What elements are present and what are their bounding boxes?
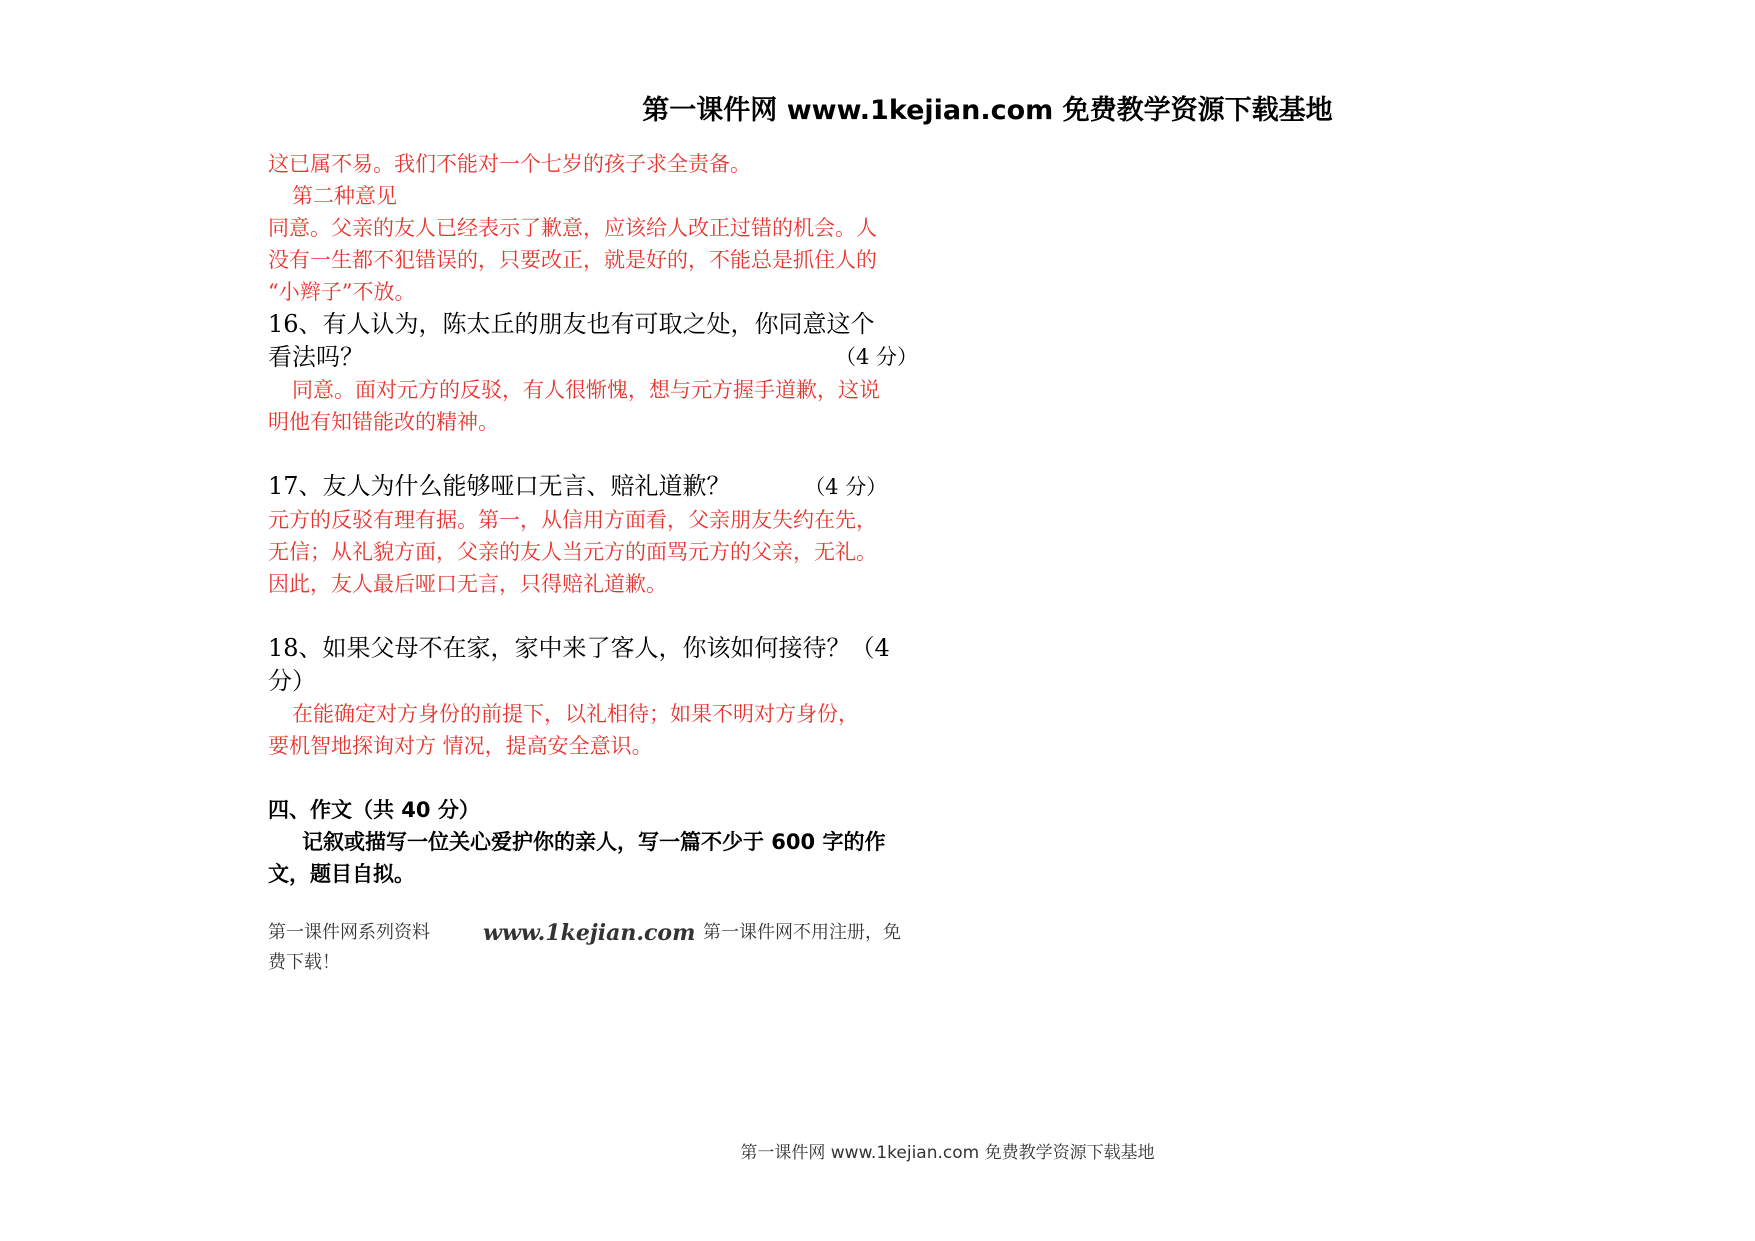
answer-line: 元方的反驳有理有据。第一，从信用方面看，父亲朋友失约在先， xyxy=(268,508,877,532)
answer-line: 没有一生都不犯错误的，只要改正，就是好的，不能总是抓住人的 xyxy=(268,248,877,272)
resource-note-cont: 费下载！ xyxy=(268,952,340,973)
question-text: 看法吗？ xyxy=(268,343,364,371)
opinion-label: 第二种意见 xyxy=(292,184,397,208)
answer-line: 这已属不易。我们不能对一个七岁的孩子求全责备。 xyxy=(268,152,751,176)
question-18: 18、如果父母不在家，家中来了客人，你该如何接待？（4 xyxy=(268,634,890,662)
resource-label: 第一课件网系列资料 xyxy=(268,922,430,943)
answer-line: 在能确定对方身份的前提下，以礼相待；如果不明对方身份， xyxy=(292,702,859,726)
question-text: 17、友人为什么能够哑口无言、赔礼道歉？ xyxy=(268,472,731,500)
question-18-cont: 分） xyxy=(268,667,316,695)
answer-line: 同意。面对元方的反驳，有人很惭愧，想与元方握手道歉，这说 xyxy=(292,378,880,402)
question-17 xyxy=(268,470,918,504)
composition-prompt-cont: 文，题目自拟。 xyxy=(268,862,415,886)
score-label: （4 分） xyxy=(804,475,888,499)
answer-line: 因此，友人最后哑口无言，只得赔礼道歉。 xyxy=(268,572,667,596)
score-label: （4 分） xyxy=(834,345,918,369)
question-16: 16、有人认为，陈太丘的朋友也有可取之处，你同意这个 xyxy=(268,310,875,338)
site-logo: www.1kejian.com xyxy=(483,920,696,946)
composition-prompt: 记叙或描写一位关心爱护你的亲人，写一篇不少于 600 字的作 xyxy=(302,830,886,854)
resource-note: 第一课件网不用注册，免 xyxy=(703,922,901,943)
answer-line: 明他有知错能改的精神。 xyxy=(268,410,499,434)
resource-footer xyxy=(268,918,918,948)
page-footer: 第一课件网 www.1kejian.com 免费教学资源下载基地 xyxy=(740,1143,1155,1163)
answer-line: “小辫子”不放。 xyxy=(268,280,416,304)
answer-line: 同意。父亲的友人已经表示了歉意，应该给人改正过错的机会。人 xyxy=(268,216,877,240)
question-16-cont xyxy=(268,341,918,374)
composition-heading: 四、作文（共 40 分） xyxy=(268,798,480,822)
answer-line: 无信；从礼貌方面，父亲的友人当元方的面骂元方的父亲，无礼。 xyxy=(268,540,877,564)
page-header: 第一课件网 www.1kejian.com 免费教学资源下载基地 xyxy=(642,95,1333,126)
document-body xyxy=(268,148,918,978)
answer-line: 要机智地探询对方 情况，提高安全意识。 xyxy=(268,734,653,758)
